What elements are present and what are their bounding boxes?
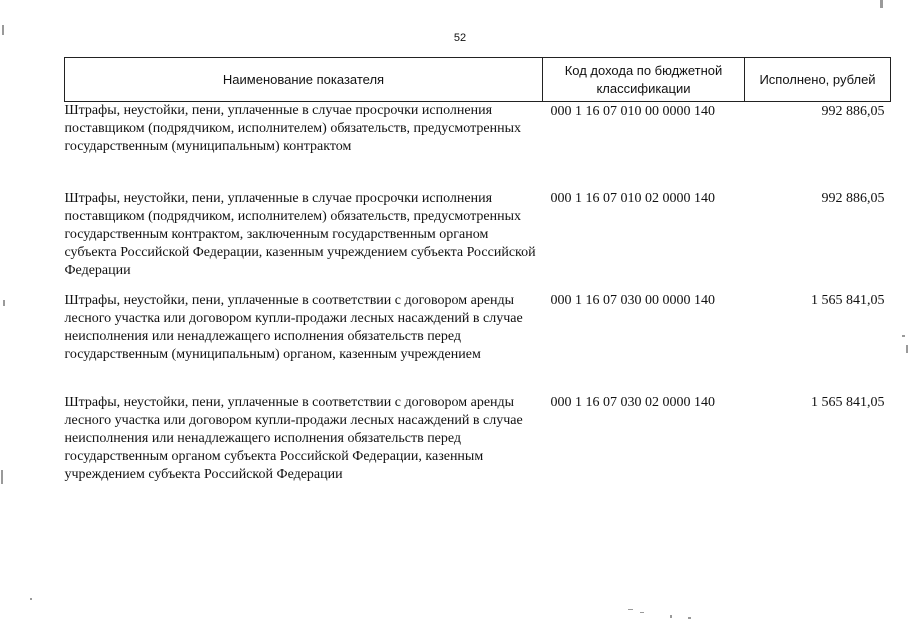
budget-code: 000 1 16 07 030 02 0000 140 — [550, 395, 715, 410]
table-row — [65, 190, 891, 292]
page-number: 52 — [453, 32, 467, 44]
indicator-name: Штрафы, неустойки, пени, уплаченные в случае просрочки исполнения поставщиком (подрядчиком, исполнителем) обязательств, предусмотренных государственным контрактом, заключенным государственным органом субъекта Российской Федерации, казенным учреждением субъекта Российской Федерации — [64, 191, 536, 278]
revenue-table — [64, 57, 891, 484]
scan-artifact — [880, 0, 883, 8]
table-row — [65, 102, 891, 191]
budget-code: 000 1 16 07 010 02 0000 140 — [550, 191, 715, 206]
scan-artifact — [902, 335, 905, 337]
header-indicator-name: Наименование показателя — [65, 58, 543, 102]
scan-artifact — [688, 617, 691, 619]
header-budget-code: Код дохода по бюджетной классификации — [543, 58, 745, 102]
executed-amount: 1 565 841,05 — [811, 293, 885, 308]
scan-artifact — [30, 598, 32, 600]
executed-amount: 992 886,05 — [821, 104, 885, 119]
indicator-name: Штрафы, неустойки, пени, уплаченные в соответствии с договором аренды лесного участка или договором купли-продажи лесных насаждений в случае неисполнения или ненадлежащего исполнения обязательств перед государственным органом субъекта Российской Федерации, казенным учреждением субъекта Российской Федерации — [64, 395, 523, 482]
header-executed-amount: Исполнено, рублей — [745, 58, 891, 102]
table-header-row — [65, 58, 891, 102]
budget-code: 000 1 16 07 030 00 0000 140 — [550, 293, 715, 308]
scan-artifact — [2, 25, 4, 35]
table-row — [65, 394, 891, 484]
scan-artifact — [640, 612, 644, 613]
scan-artifact — [3, 300, 5, 306]
scan-artifact — [1, 470, 3, 484]
table-row — [65, 292, 891, 394]
scan-artifact — [906, 345, 908, 353]
executed-amount: 1 565 841,05 — [811, 395, 885, 410]
scan-artifact — [670, 615, 672, 618]
scan-artifact — [628, 609, 633, 610]
executed-amount: 992 886,05 — [821, 191, 885, 206]
indicator-name: Штрафы, неустойки, пени, уплаченные в соответствии с договором аренды лесного участка или договором купли-продажи лесных насаждений в случае неисполнения или ненадлежащего исполнения обязательств перед государственным (муниципальным) органом, казенным учреждением — [64, 293, 523, 362]
budget-code: 000 1 16 07 010 00 0000 140 — [550, 104, 715, 119]
indicator-name: Штрафы, неустойки, пени, уплаченные в случае просрочки исполнения поставщиком (подрядчиком, исполнителем) обязательств, предусмотренных государственным (муниципальным) контрактом — [64, 103, 521, 154]
